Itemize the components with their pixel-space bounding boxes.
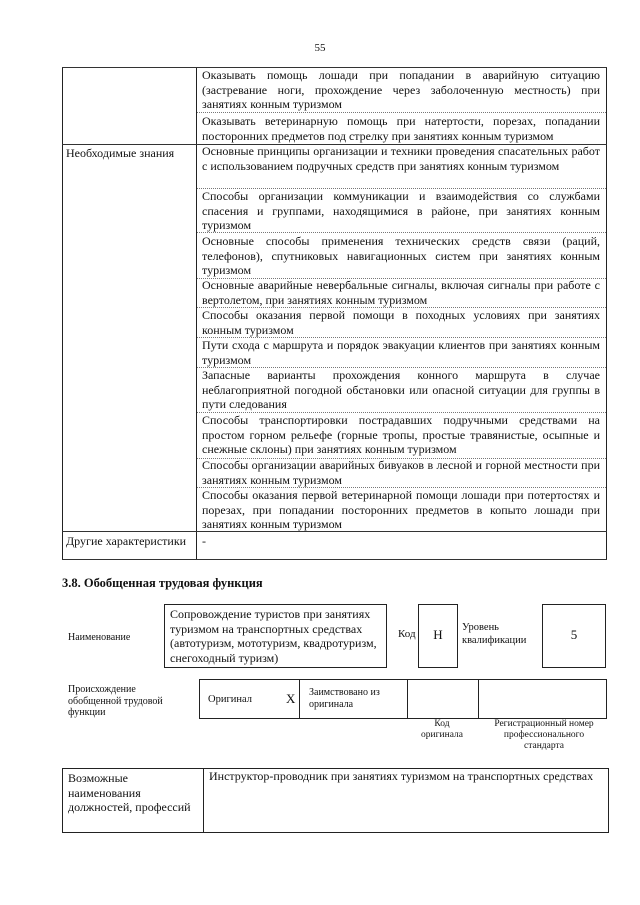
code-label: Код bbox=[398, 628, 416, 640]
section-title: 3.8. Обобщенная трудовая функция bbox=[62, 576, 263, 590]
knowledge-row: Способы транспортировки пострадавших подручными средствами на простом горном рельефе (горные тропы, простые травянистые, осыпные и снежные склоны) при занятиях конным туризмом bbox=[202, 413, 600, 457]
level-label: Уровень квалификации bbox=[462, 622, 527, 646]
positions-label: Возможные наименования должностей, профессий bbox=[68, 771, 191, 815]
knowledge-row: Основные принципы организации и техники проведения спасательных работ с использованием подручных средств при занятиях конным туризмом bbox=[202, 144, 600, 173]
table-bottom-border bbox=[62, 559, 607, 560]
table-right-border bbox=[606, 67, 607, 560]
positions-table bbox=[62, 768, 609, 833]
original-mark: X bbox=[286, 691, 296, 706]
knowledge-row: Способы оказания первой помощи в походных условиях при занятиях конным туризмом bbox=[202, 308, 600, 337]
positions-divider bbox=[203, 769, 204, 832]
knowledge-table bbox=[62, 67, 607, 560]
origin-divider bbox=[299, 680, 300, 718]
knowledge-row: Основные способы применения технических средств связи (раций, телефонов), спутниковых навигационных систем при занятиях конным туризмом bbox=[202, 234, 600, 278]
knowledge-row: Способы организации аварийных бивуаков в лесной и горной местности при занятиях конным туризмом bbox=[202, 458, 600, 487]
code-original-label: Код оригинала bbox=[421, 719, 463, 740]
other-characteristics-label: Другие характеристики bbox=[66, 534, 187, 548]
knowledge-row: Способы оказания первой ветеринарной помощи лошади при потертостях и порезах, при попадании посторонних предметов в копыто лошади при занятиях конным туризмом bbox=[202, 488, 600, 532]
knowledge-row: Пути схода с маршрута и порядок эвакуации клиентов при занятиях конным туризмом bbox=[202, 338, 600, 367]
skill-row: Оказывать помощь лошади при попадании в аварийную ситуацию (застревание ноги, прохождение через заболоченную местность) при занятиях конным туризмом bbox=[202, 68, 600, 112]
skill-row: Оказывать ветеринарную помощь при натертости, порезах, попадании посторонних предметов под стрелку при занятиях конным туризмом bbox=[202, 114, 600, 143]
name-value: Сопровождение туристов при занятиях туризмом на транспортных средствах (автотуризм, мототуризм, квадротуризм, снегоходный туризм) bbox=[170, 607, 377, 665]
borrowed-label: Заимствовано из оригинала bbox=[309, 687, 380, 710]
origin-divider bbox=[407, 680, 408, 718]
name-label: Наименование bbox=[68, 632, 131, 643]
code-value: H bbox=[433, 627, 443, 642]
level-box bbox=[542, 604, 606, 668]
level-value: 5 bbox=[570, 627, 578, 642]
reg-number-label: Регистрационный номер профессионального стандарта bbox=[494, 719, 594, 751]
knowledge-row: Способы организации коммуникации и взаимодействия со службами спасения и группами, находящимися в районе, при занятиях конным туризмом bbox=[202, 189, 600, 233]
knowledge-row: Основные аварийные невербальные сигналы, включая сигналы при работе с вертолетом, при занятиях конным туризмом bbox=[202, 278, 600, 307]
code-box bbox=[418, 604, 458, 668]
origin-divider bbox=[478, 680, 479, 718]
knowledge-label: Необходимые знания bbox=[66, 146, 175, 160]
original-label: Оригинал bbox=[208, 694, 252, 705]
row-separator bbox=[197, 112, 606, 113]
other-characteristics-value: - bbox=[202, 534, 206, 548]
name-box bbox=[164, 604, 387, 668]
table-left-border bbox=[62, 67, 63, 560]
positions-value: Инструктор-проводник при занятиях туризмом на транспортных средствах bbox=[209, 769, 594, 783]
knowledge-row: Запасные варианты прохождения конного маршрута в случае неблагоприятной погодной обстановки или опасной ситуации для группы в пути следования bbox=[202, 368, 600, 412]
page-number: 55 bbox=[314, 42, 326, 54]
origin-label: Происхождение обобщенной трудовой функции bbox=[68, 684, 163, 718]
